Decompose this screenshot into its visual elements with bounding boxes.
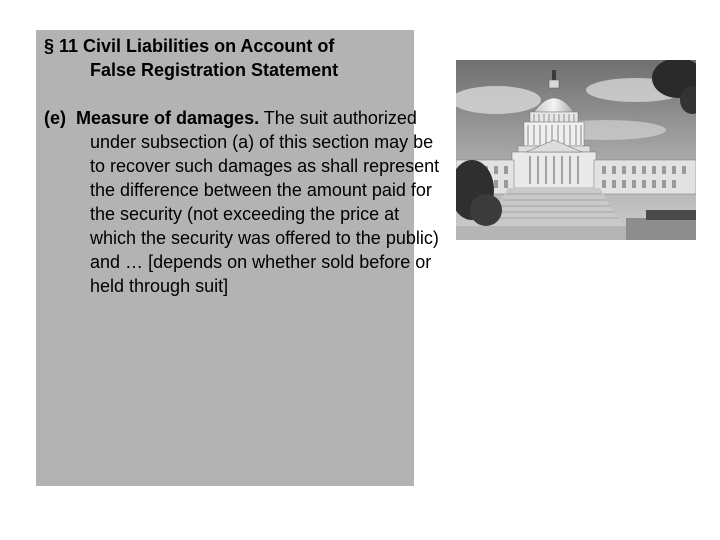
measure-of-damages-paragraph bbox=[44, 106, 450, 298]
paragraph-label-title: Measure of damages. bbox=[76, 108, 260, 128]
paragraph-body: The suit authorized under subsection (a) of this section may be to recover such damages as shall represent the difference between the amount paid for the security (not exceeding the price at which the security was offered to the public) and … bbox=[90, 108, 440, 272]
paragraph-note: [depends on whether sold before or held through suit] bbox=[90, 252, 432, 296]
text-box bbox=[36, 30, 440, 486]
paragraph-label-prefix: (e) bbox=[44, 108, 66, 128]
heading-line-1: § 11 Civil Liabilities on Account of bbox=[44, 36, 335, 56]
heading-line-2: False Registration Statement bbox=[90, 60, 339, 80]
capitol-building-photo bbox=[456, 60, 696, 240]
section-heading bbox=[44, 34, 430, 82]
